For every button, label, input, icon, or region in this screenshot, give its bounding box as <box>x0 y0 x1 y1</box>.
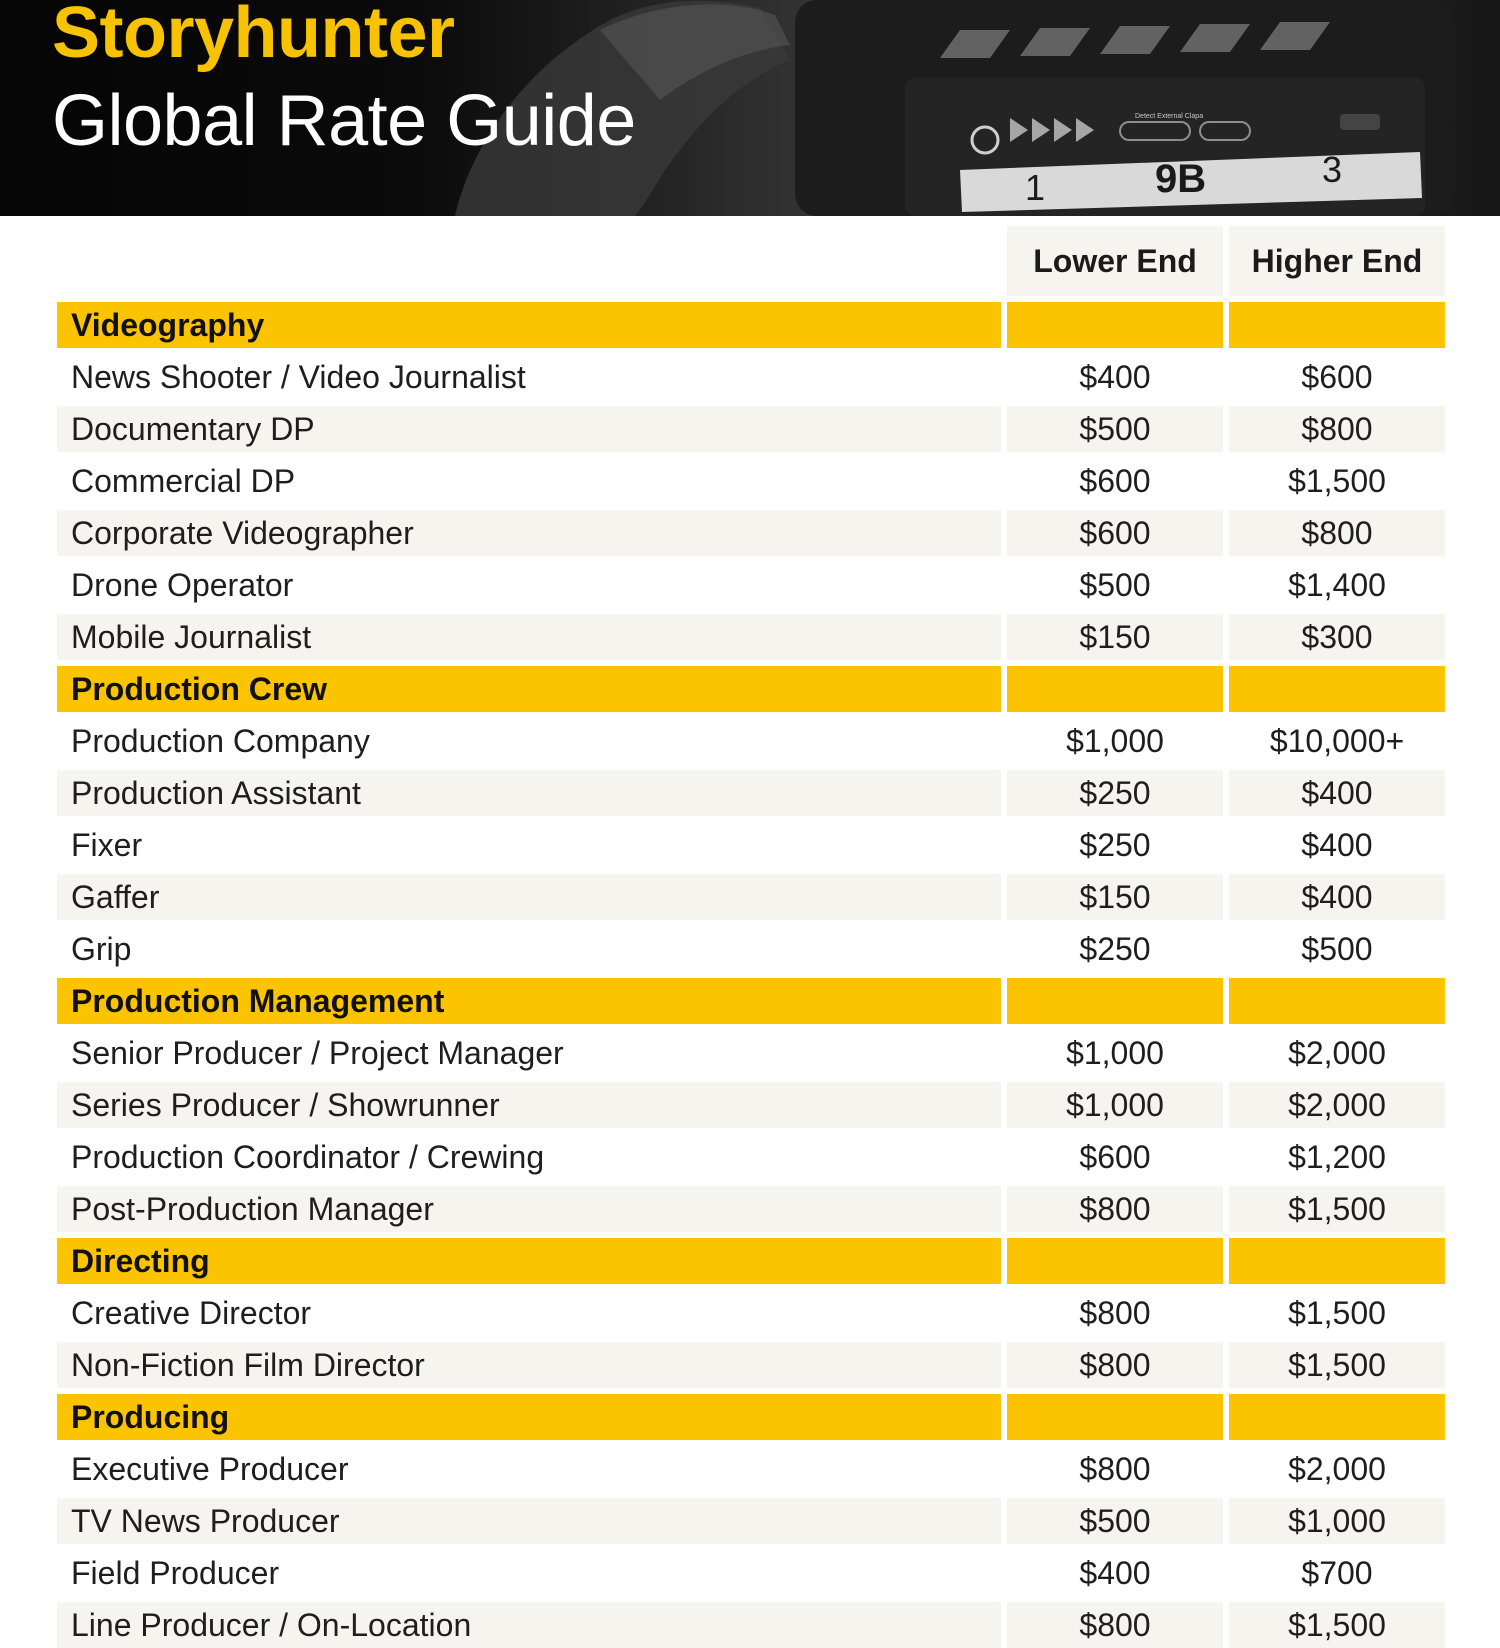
lower-end-rate: $250 <box>1079 930 1151 967</box>
table-row <box>57 1342 1445 1388</box>
role-cell: Production Coordinator / Crewing <box>71 1138 545 1175</box>
lower-end-rate: $600 <box>1079 1138 1151 1175</box>
role-cell: Drone Operator <box>71 566 294 603</box>
section-row <box>57 978 1445 1024</box>
lower-end-rate: $150 <box>1007 614 1223 660</box>
table-row <box>57 1134 1445 1180</box>
table-row <box>57 406 1445 452</box>
higher-end-rate: $400 <box>1229 770 1445 816</box>
lower-end-column-header: Lower End <box>1007 226 1223 296</box>
higher-end-rate: $700 <box>1301 1554 1373 1591</box>
table-row <box>57 718 1445 764</box>
higher-end-rate: $500 <box>1301 930 1373 967</box>
lower-end-rate: $1,000 <box>1066 1034 1164 1071</box>
higher-end-rate: $1,400 <box>1288 566 1386 603</box>
section-cell-high <box>1229 978 1445 1024</box>
section-cell-low <box>1007 1394 1223 1440</box>
screen-corner-badge <box>1340 114 1380 130</box>
section-row <box>57 1238 1445 1284</box>
lower-end-rate: $1,000 <box>1007 1082 1223 1128</box>
higher-end-rate: $600 <box>1301 358 1373 395</box>
table-row <box>57 1030 1445 1076</box>
table-row <box>57 770 1445 816</box>
higher-end-rate: $1,500 <box>1288 1294 1386 1331</box>
role-cell: Mobile Journalist <box>57 614 1001 660</box>
section-row <box>57 302 1445 348</box>
role-cell: Non-Fiction Film Director <box>57 1342 1001 1388</box>
role-cell: Series Producer / Showrunner <box>57 1082 1001 1128</box>
lower-end-rate: $1,000 <box>1066 722 1164 759</box>
table-row <box>57 1290 1445 1336</box>
section-row <box>57 1394 1445 1440</box>
lower-end-rate: $600 <box>1007 510 1223 556</box>
role-cell: Grip <box>71 930 132 967</box>
table-row <box>57 822 1445 868</box>
role-cell: Senior Producer / Project Manager <box>71 1034 564 1071</box>
slate-take: 9B <box>1155 157 1207 201</box>
rate-table <box>57 226 1445 1648</box>
section-row <box>57 666 1445 712</box>
table-row <box>57 874 1445 920</box>
role-cell: Line Producer / On-Location <box>57 1602 1001 1648</box>
table-row <box>57 562 1445 608</box>
lower-end-rate: $250 <box>1079 826 1151 863</box>
role-cell: News Shooter / Video Journalist <box>71 358 526 395</box>
higher-end-rate: $300 <box>1229 614 1445 660</box>
header-banner <box>0 0 1500 216</box>
higher-end-rate: $1,500 <box>1288 462 1386 499</box>
higher-end-rate: $2,000 <box>1288 1034 1386 1071</box>
section-cell-high <box>1229 302 1445 348</box>
higher-end-rate: $1,500 <box>1229 1186 1445 1232</box>
role-cell: Field Producer <box>71 1554 280 1591</box>
table-row <box>57 1550 1445 1596</box>
table-row <box>57 1186 1445 1232</box>
section-title: Videography <box>57 302 1001 348</box>
role-cell: Executive Producer <box>71 1450 349 1487</box>
role-column-header <box>57 226 1001 296</box>
section-title: Producing <box>57 1394 1001 1440</box>
lower-end-rate: $800 <box>1079 1294 1151 1331</box>
higher-end-rate: $1,500 <box>1229 1602 1445 1648</box>
lower-end-rate: $500 <box>1079 566 1151 603</box>
section-cell-low <box>1007 302 1223 348</box>
higher-end-rate: $400 <box>1229 874 1445 920</box>
higher-end-rate: $2,000 <box>1229 1082 1445 1128</box>
section-cell-high <box>1229 1238 1445 1284</box>
section-cell-high <box>1229 1394 1445 1440</box>
screen-caption: Detect External Clapa <box>1135 113 1204 120</box>
table-row <box>57 1446 1445 1492</box>
slate-scene: 1 <box>1025 167 1046 208</box>
lower-end-rate: $800 <box>1079 1450 1151 1487</box>
higher-end-rate: $400 <box>1301 826 1373 863</box>
section-title: Directing <box>57 1238 1001 1284</box>
table-row <box>57 926 1445 972</box>
brand-title: Storyhunter <box>52 0 455 73</box>
lower-end-rate: $150 <box>1007 874 1223 920</box>
role-cell: Creative Director <box>71 1294 312 1331</box>
role-cell: Corporate Videographer <box>57 510 1001 556</box>
role-cell: Production Company <box>71 722 370 759</box>
section-cell-high <box>1229 666 1445 712</box>
table-row <box>57 614 1445 660</box>
table-row <box>57 1498 1445 1544</box>
higher-end-column-header: Higher End <box>1229 226 1445 296</box>
table-header-row <box>57 226 1445 296</box>
section-cell-low <box>1007 1238 1223 1284</box>
table-row <box>57 458 1445 504</box>
table-row <box>57 354 1445 400</box>
higher-end-rate: $10,000+ <box>1269 722 1405 759</box>
higher-end-rate: $800 <box>1229 510 1445 556</box>
role-cell: Documentary DP <box>57 406 1001 452</box>
section-title: Production Crew <box>57 666 1001 712</box>
lower-end-rate: $600 <box>1079 462 1151 499</box>
role-cell: Gaffer <box>57 874 1001 920</box>
table-row <box>57 1602 1445 1648</box>
section-cell-low <box>1007 666 1223 712</box>
higher-end-rate: $1,000 <box>1229 1498 1445 1544</box>
lower-end-rate: $500 <box>1007 406 1223 452</box>
higher-end-rate: $1,500 <box>1229 1342 1445 1388</box>
lower-end-rate: $800 <box>1007 1602 1223 1648</box>
higher-end-rate: $800 <box>1229 406 1445 452</box>
guide-title: Global Rate Guide <box>52 81 636 161</box>
section-cell-low <box>1007 978 1223 1024</box>
lower-end-rate: $250 <box>1007 770 1223 816</box>
table-row <box>57 1082 1445 1128</box>
lower-end-rate: $800 <box>1007 1186 1223 1232</box>
lower-end-rate: $500 <box>1007 1498 1223 1544</box>
role-cell: Fixer <box>71 826 143 863</box>
table-row <box>57 510 1445 556</box>
lower-end-rate: $800 <box>1007 1342 1223 1388</box>
role-cell: Post-Production Manager <box>57 1186 1001 1232</box>
role-cell: Production Assistant <box>57 770 1001 816</box>
section-title: Production Management <box>57 978 1001 1024</box>
role-cell: Commercial DP <box>71 462 296 499</box>
table-body <box>57 302 1445 1648</box>
lower-end-rate: $400 <box>1079 358 1151 395</box>
role-cell: TV News Producer <box>57 1498 1001 1544</box>
slate-roll: 3 <box>1322 149 1343 190</box>
higher-end-rate: $2,000 <box>1288 1450 1386 1487</box>
higher-end-rate: $1,200 <box>1288 1138 1386 1175</box>
lower-end-rate: $400 <box>1079 1554 1151 1591</box>
